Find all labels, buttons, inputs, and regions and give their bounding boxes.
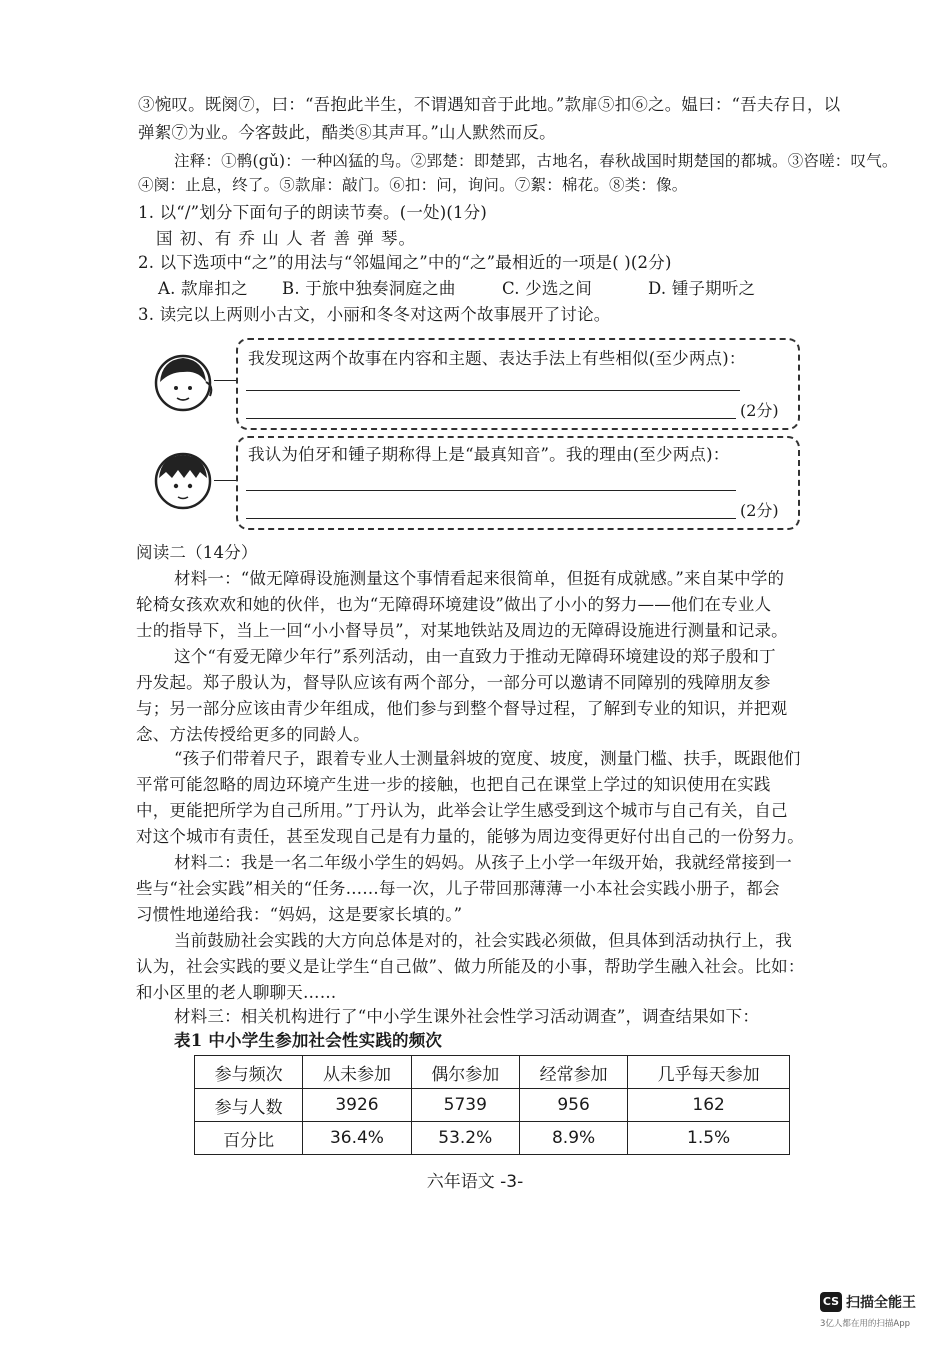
bubble-1-answer-line-2[interactable] (246, 418, 736, 419)
question-1-prompt: 1. 以“/”划分下面句子的朗读节奏。(一处)(1分) (138, 203, 488, 222)
paragraph-line: “孩子们带着尺子，跟着专业人士测量斜坡的宽度、坡度，测量门槛、扶手，既跟他们 (174, 749, 801, 768)
table-header-cell: 参与频次 (195, 1056, 303, 1089)
paragraph-line: 中，更能把所学为自己所用。”丁丹认为，此举会让学生感受到这个城市与自己有关，自己 (136, 801, 788, 820)
story-line-2: 弹絮⑦为业。今客鼓此，酷类⑧其声耳。”山人默然而反。 (138, 123, 556, 142)
paragraph-line: 这个“有爱无障少年行”系列活动，由一直致力于推动无障碍环境建设的郑子殷和丁 (174, 647, 776, 666)
camscanner-logo-icon: CS (820, 1292, 842, 1312)
paragraph-line: 习惯性地递给我：“妈妈，这是要家长填的。” (136, 905, 463, 924)
table-header-row (195, 1056, 790, 1089)
frequency-table (194, 1055, 790, 1155)
paragraph-line: 和小区里的老人聊聊天…… (136, 983, 337, 1002)
table-row-label: 百分比 (195, 1122, 303, 1155)
story-line-1: ③惋叹。既阕⑦，曰：“吾抱此半生，不谓遇知音于此地。”款扉⑤扣⑥之。媪曰：“吾夫存日，以 (138, 95, 841, 114)
paragraph-line: 当前鼓励社会实践的大方向总体是对的，社会实践必须做，但具体到活动执行上，我 (174, 931, 792, 950)
paragraph-line: 士的指导下，当上一回“小小督导员”，对某地铁站及周边的无障碍设施进行测量和记录。 (136, 621, 788, 640)
brand-tagline: 3亿人都在用的扫描App (820, 1319, 911, 1329)
table-cell: 36.4% (303, 1122, 411, 1155)
table-header-cell: 几乎每天参加 (628, 1056, 790, 1089)
table-cell: 3926 (303, 1089, 411, 1122)
question-3-prompt: 3. 读完以上两则小古文，小丽和冬冬对这两个故事展开了讨论。 (138, 305, 611, 324)
bubble-1-prompt: 我发现这两个故事在内容和主题、表达手法上有些相似(至少两点)： (248, 349, 746, 368)
table-row-label: 参与人数 (195, 1089, 303, 1122)
bubble-2-answer-line-1[interactable] (246, 490, 736, 491)
paragraph-line: 对这个城市有责任，甚至发现自己是有力量的，能够为周边变得更好付出自己的一份努力。 (136, 827, 804, 846)
table-row (195, 1089, 790, 1122)
girl-avatar-icon (152, 352, 214, 414)
table-row (195, 1122, 790, 1155)
table-header-cell: 从未参加 (303, 1056, 411, 1089)
table-header-cell: 偶尔参加 (411, 1056, 519, 1089)
connector-line-2 (214, 480, 238, 481)
bubble-1-score: (2分) (740, 401, 779, 420)
question-2-option-b[interactable]: B. 于旅中独奏洞庭之曲 (282, 279, 456, 298)
table-cell: 162 (628, 1089, 790, 1122)
bubble-2-answer-line-2[interactable] (246, 518, 736, 519)
bubble-1-answer-line-1[interactable] (246, 390, 740, 391)
question-2-prompt: 2. 以下选项中“之”的用法与“邻媪闻之”中的“之”最相近的一项是( )(2分) (138, 253, 672, 272)
table-cell: 1.5% (628, 1122, 790, 1155)
table-cell: 8.9% (519, 1122, 627, 1155)
table-header-cell: 经常参加 (519, 1056, 627, 1089)
boy-avatar-icon (152, 450, 214, 512)
paragraph-line: 与；另一部分应该由青少年组成，他们参与到整个督导过程，了解到专业的知识，并把观 (136, 699, 788, 718)
page-footer: 六年语文 -3- (426, 1172, 524, 1192)
table-cell: 53.2% (411, 1122, 519, 1155)
bubble-2-prompt: 我认为伯牙和锺子期称得上是“最真知音”。我的理由(至少两点)： (248, 445, 730, 464)
table-cell: 5739 (411, 1089, 519, 1122)
question-2-option-a[interactable]: A. 款扉扣之 (158, 279, 248, 298)
paragraph-line: 念、方法传授给更多的同龄人。 (136, 725, 370, 744)
bubble-2-score: (2分) (740, 501, 779, 520)
paragraph-line: 材料三：相关机构进行了“中小学生课外社会性学习活动调查”，调查结果如下： (174, 1007, 760, 1026)
brand-name: 扫描全能王 (846, 1294, 916, 1311)
reading-2-title: 阅读二（14分） (136, 543, 258, 562)
paragraph-line: 材料一：“做无障碍设施测量这个事情看起来很简单，但挺有成就感。”来自某中学的 (174, 569, 785, 588)
notes-line-2: ④阕：止息，终了。⑤款扉：敲门。⑥扣：问，询问。⑦絮：棉花。⑧类：像。 (138, 176, 688, 194)
paragraph-line: 些与“社会实践”相关的“任务……每一次，儿子带回那薄薄一小本社会实践小册子，都会 (136, 879, 780, 898)
question-1-sentence: 国 初、有 乔 山 人 者 善 弹 琴。 (156, 229, 416, 248)
question-2-option-d[interactable]: D. 锺子期听之 (648, 279, 756, 298)
paragraph-line: 平常可能忽略的周边环境产生进一步的接触，也把自己在课堂上学过的知识使用在实践 (136, 775, 771, 794)
question-2-option-c[interactable]: C. 少选之间 (502, 279, 592, 298)
paragraph-line: 丹发起。郑子殷认为，督导队应该有两个部分，一部分可以邀请不同障别的残障朋友参 (136, 673, 771, 692)
table-cell: 956 (519, 1089, 627, 1122)
paragraph-line: 认为，社会实践的要义是让学生“自己做”、做力所能及的小事，帮助学生融入社会。比如： (136, 957, 805, 976)
notes-line-1: 注释：①鹘(gǔ)：一种凶猛的鸟。②郢楚：即楚郢，古地名，春秋战国时期楚国的都城。③咨嗟：叹气。 (174, 152, 898, 170)
connector-line-1 (214, 380, 238, 381)
paragraph-line: 轮椅女孩欢欢和她的伙伴，也为“无障碍环境建设”做出了小小的努力——他们在专业人 (136, 595, 772, 614)
table-caption: 表1 中小学生参加社会性实践的频次 (174, 1031, 443, 1050)
paragraph-line: 材料二：我是一名二年级小学生的妈妈。从孩子上小学一年级开始，我就经常接到一 (174, 853, 792, 872)
scanner-watermark (820, 1291, 916, 1329)
